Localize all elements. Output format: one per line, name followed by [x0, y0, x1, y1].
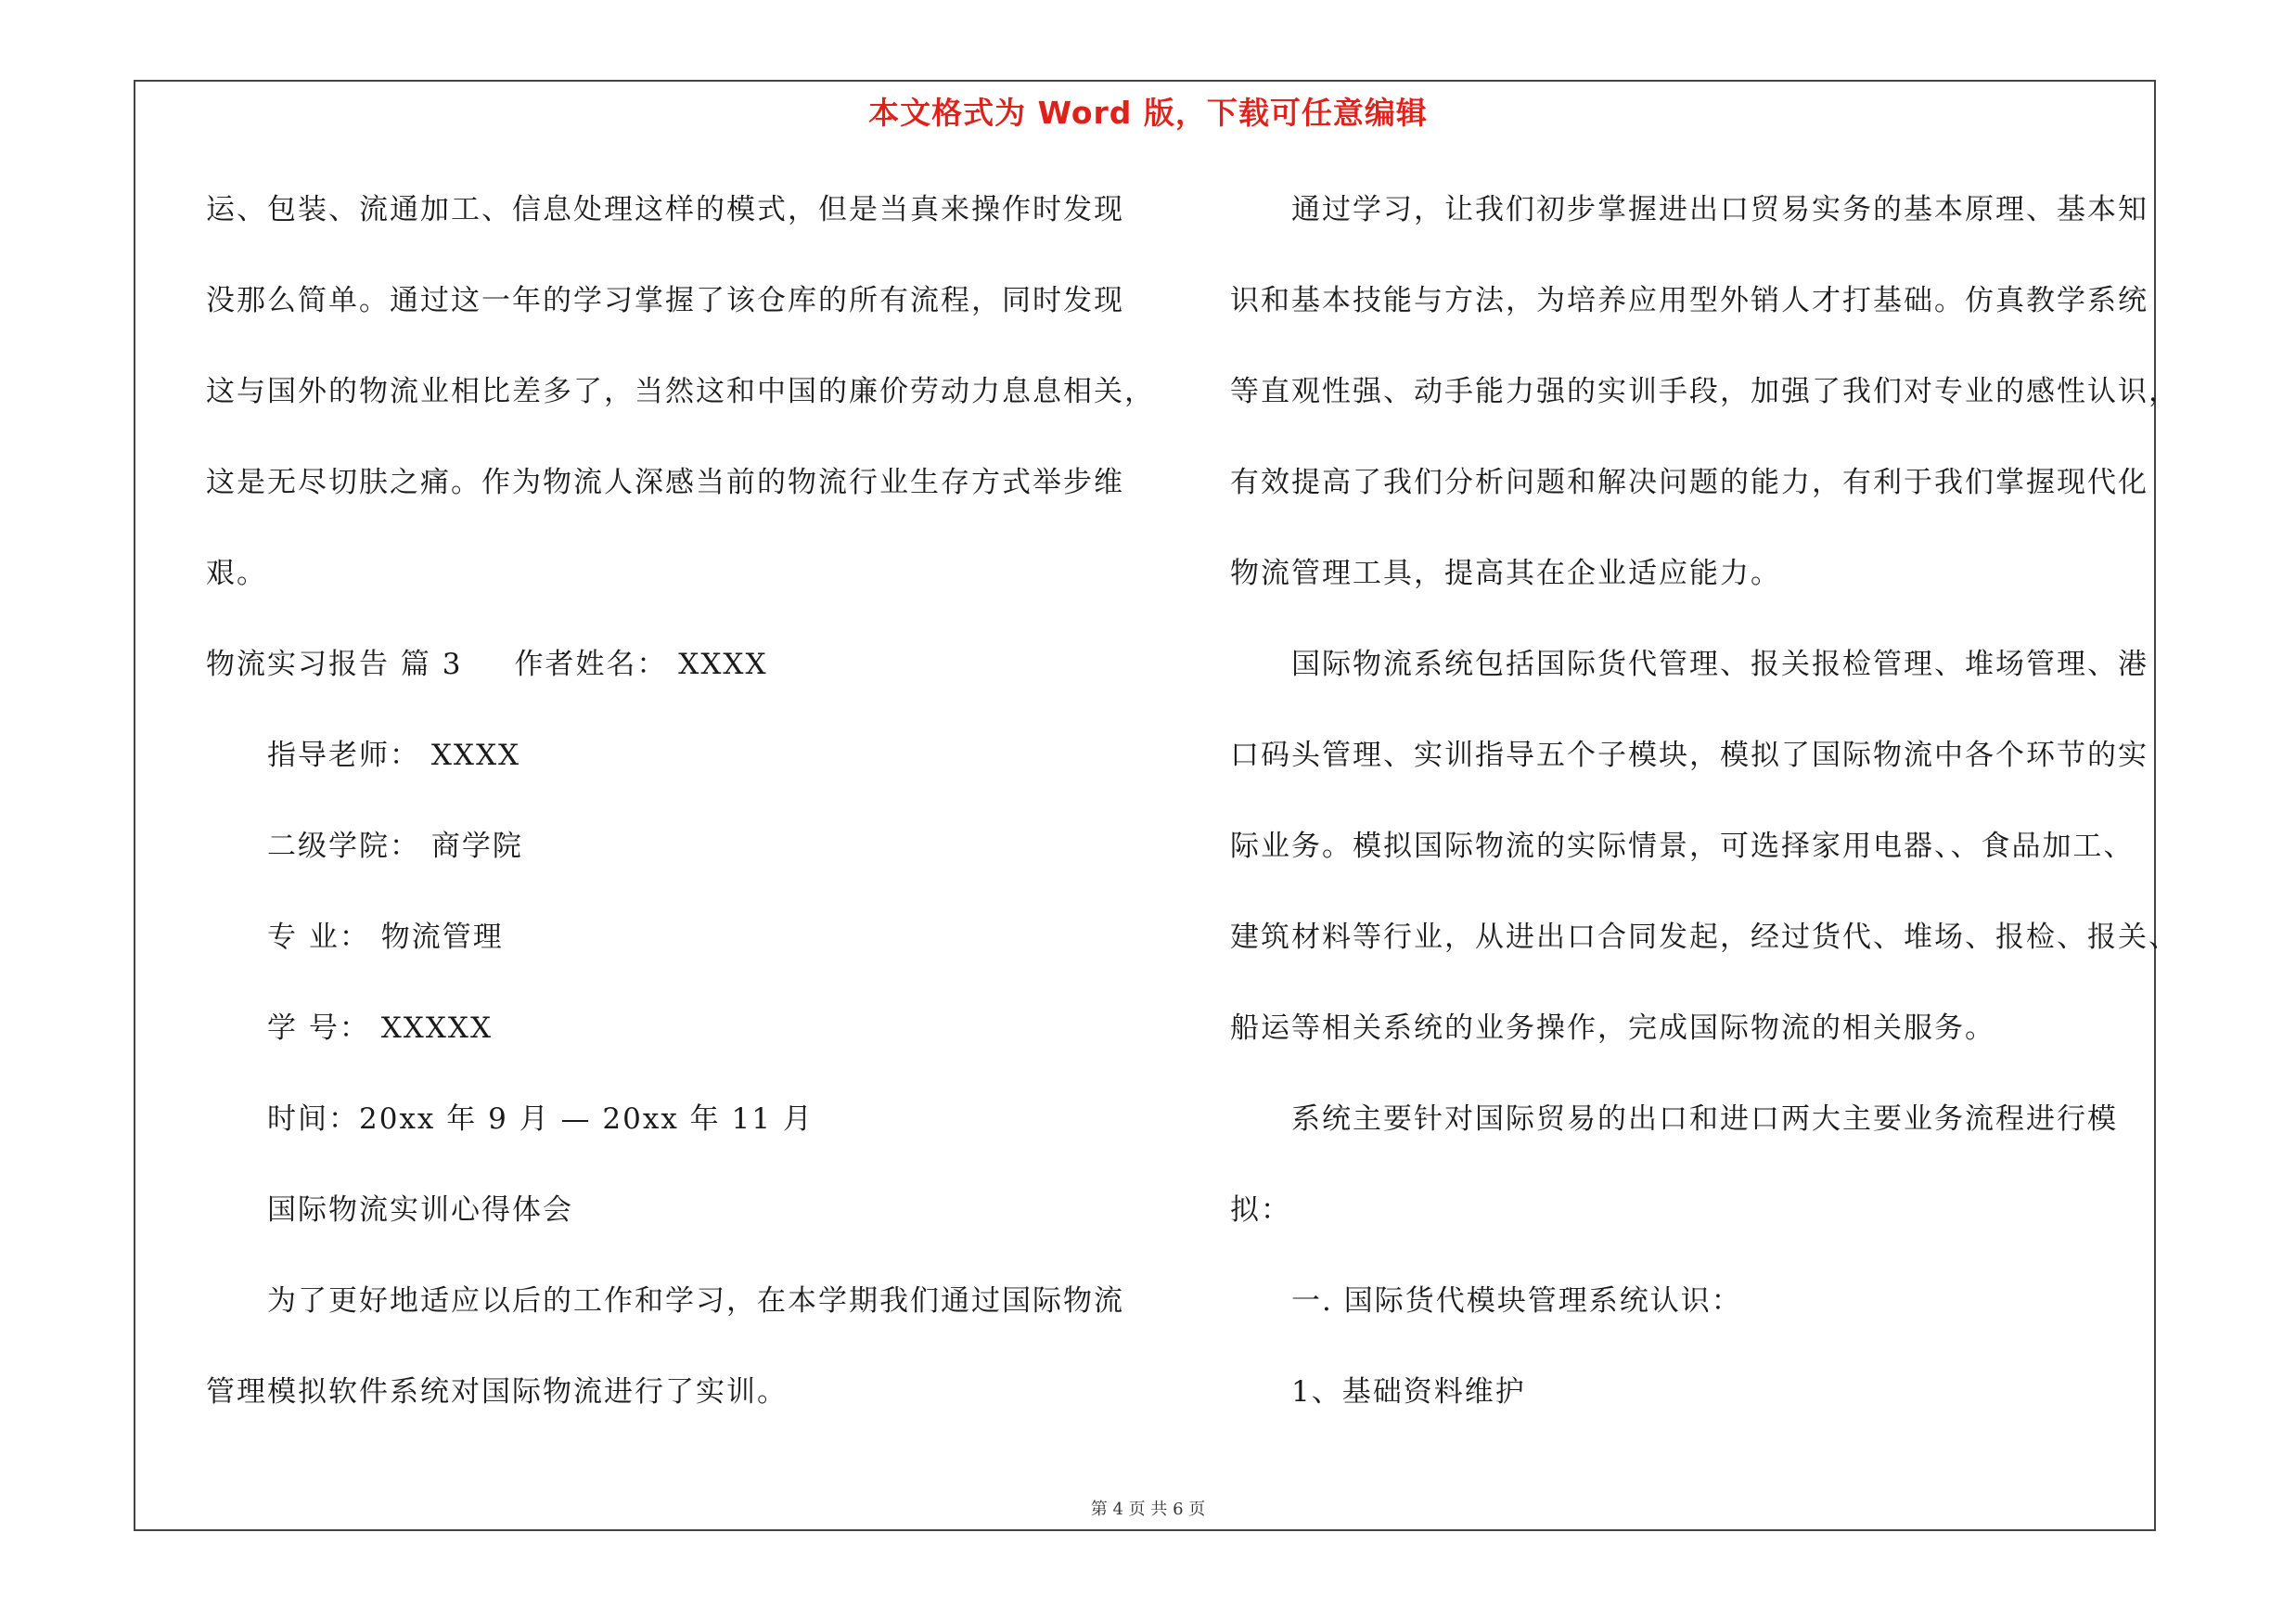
page-number: 第 4 页 共 6 页 [1090, 1500, 1206, 1519]
text-line: 这是无尽切肤之痛。作为物流人深感当前的物流行业生存方式举步维 [206, 466, 1124, 499]
report-title: 物流实习报告 篇 3 [206, 648, 463, 681]
left-column [206, 186, 1155, 1459]
text-line: 通过学习，让我们初步掌握进出口贸易实务的基本原理、基本知 [1291, 193, 2148, 226]
text-line: 拟： [1230, 1193, 1291, 1227]
report-heading [206, 640, 1138, 731]
college-field: 二级学院： 商学院 [267, 830, 523, 863]
author-name: 作者姓名： XXXX [514, 648, 768, 681]
text-line: 国际物流系统包括国际货代管理、报关报检管理、堆场管理、港 [1291, 648, 2148, 681]
major-field: 专 业： 物流管理 [267, 921, 504, 954]
text-line: 等直观性强、动手能力强的实训手段，加强了我们对专业的感性认识， [1230, 375, 2179, 408]
text-line: 建筑材料等行业，从进出口合同发起，经过货代、堆场、报检、报关、 [1230, 921, 2179, 954]
text-line: 没那么简单。通过这一年的学习掌握了该仓库的所有流程，同时发现 [206, 284, 1124, 317]
right-column [1230, 186, 2179, 1459]
text-line: 艰。 [206, 557, 267, 590]
text-line: 管理模拟软件系统对国际物流进行了实训。 [206, 1375, 788, 1409]
section-title: 国际物流实训心得体会 [267, 1193, 573, 1227]
text-line: 识和基本技能与方法，为培养应用型外销人才打基础。仿真教学系统 [1230, 284, 2148, 317]
student-id-field: 学 号： XXXXX [267, 1011, 494, 1045]
text-line: 际业务。模拟国际物流的实际情景，可选择家用电器、、食品加工、 [1230, 830, 2135, 863]
text-line: 物流管理工具，提高其在企业适应能力。 [1230, 557, 1781, 590]
subsection-heading: 一. 国际货代模块管理系统认识： [1291, 1284, 1742, 1318]
period-field: 时间：20xx 年 9 月 — 20xx 年 11 月 [267, 1102, 814, 1136]
format-banner: 本文格式为 Word 版，下载可任意编辑 [868, 95, 1428, 131]
text-line: 运、包装、流通加工、信息处理这样的模式，但是当真来操作时发现 [206, 193, 1124, 226]
text-line: 船运等相关系统的业务操作，完成国际物流的相关服务。 [1230, 1011, 1995, 1045]
text-line: 系统主要针对国际贸易的出口和进口两大主要业务流程进行模 [1291, 1102, 2118, 1136]
text-line: 有效提高了我们分析问题和解决问题的能力，有利于我们掌握现代化 [1230, 466, 2148, 499]
text-line: 口码头管理、实训指导五个子模块，模拟了国际物流中各个环节的实 [1230, 739, 2148, 772]
text-line: 为了更好地适应以后的工作和学习，在本学期我们通过国际物流 [267, 1284, 1124, 1318]
subsection-item: 1、基础资料维护 [1291, 1375, 1526, 1409]
advisor-field: 指导老师： XXXX [267, 739, 521, 772]
text-line: 这与国外的物流业相比差多了，当然这和中国的廉价劳动力息息相关， [206, 375, 1155, 408]
